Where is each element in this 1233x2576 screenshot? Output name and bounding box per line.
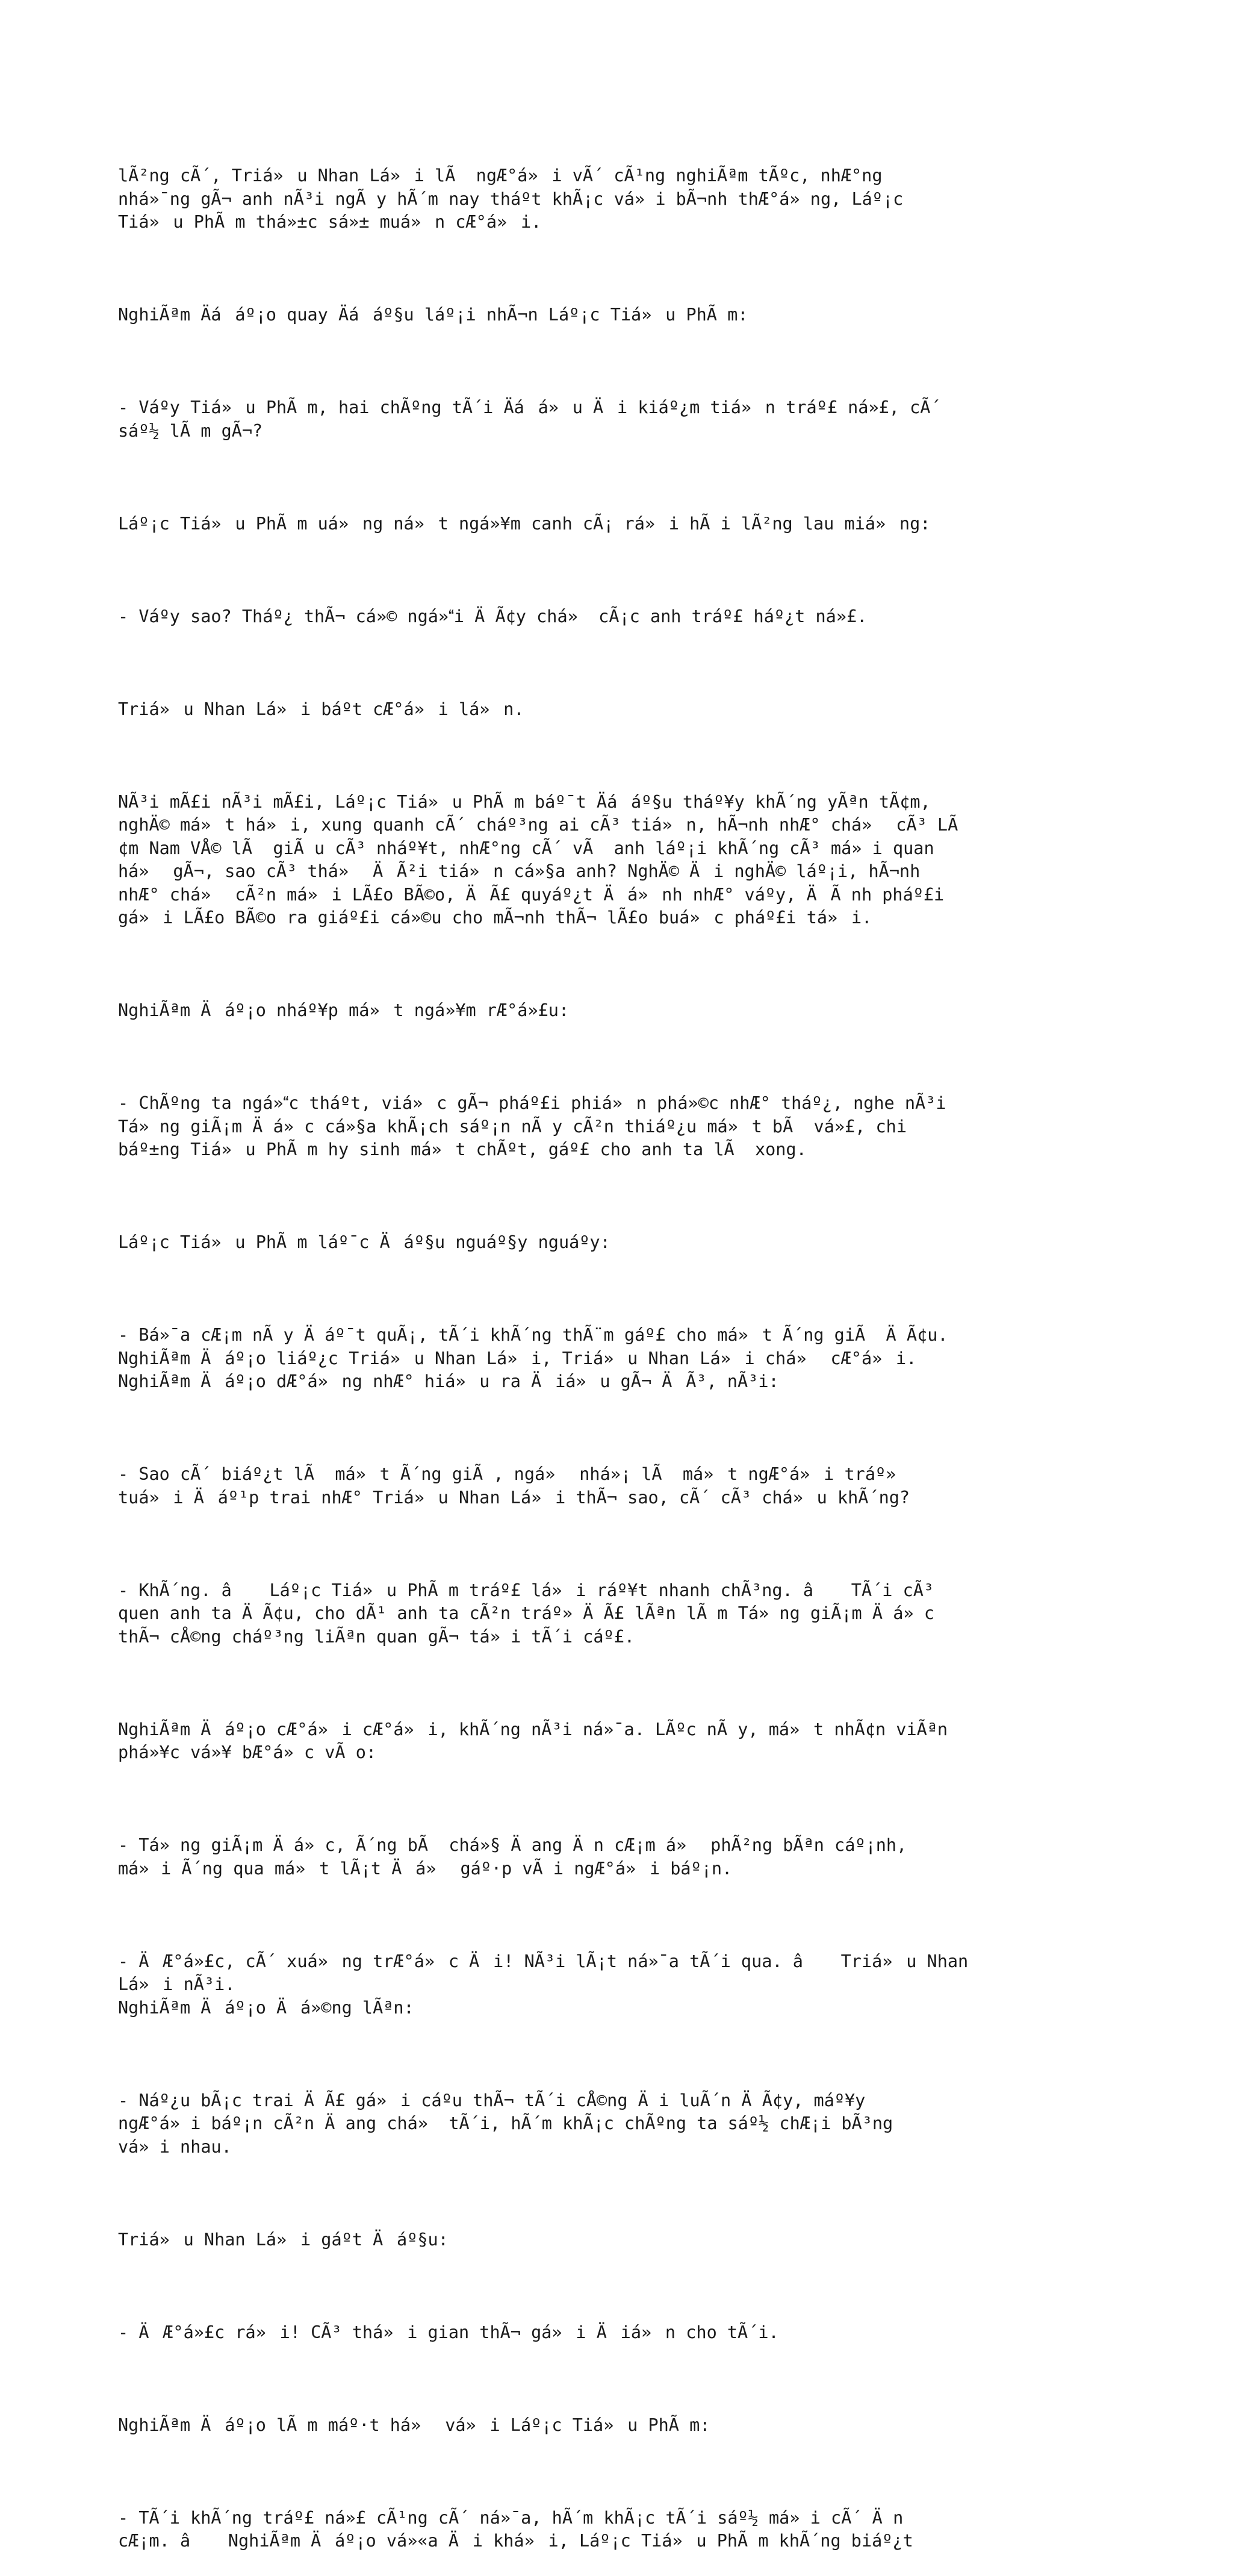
paragraph: - KhÃ´ng. â Láº¡c Tiá»u PhÃ m tráº£ lá»i ráº¥t nhanh chÃ³ng. â TÃ´i cÃ³ quen anh ta ÄÃ¢u, cho dÃ¹ anh ta cÃ²n tráº» ÄÃ£ lÃªn lÃ m Tá»ng giÃ¡m Äá»c thÃ¬ cÅ©ng cháº³ng liÃªn quan gÃ¬ tá»i tÃ´i cáº£.	[118, 1580, 935, 1647]
paragraph: - ChÃºng ta ngá»c tháºt, viá»c gÃ¬ pháº£i phiá»n phá»©c nhÆ° tháº¿, nghe nÃ³i Tá»ng giÃ¡m Äá»c cá»§a khÃ¡ch sáº¡n nÃ y cÃ²n thiáº¿u má»t bÃ vá»£, chi báº±ng Tiá»u PhÃ m hy sinh má»t chÃºt, gáº£ cho anh ta lÃ xong.	[118, 1093, 946, 1159]
paragraph: Triá»u Nhan Lá»i gáºt Äáº§u:	[118, 2229, 449, 2250]
paragraph: - Náº¿u bÃ¡c trai ÄÃ£ gá»i cáºu thÃ¬ tÃ´i cÅ©ng Äi luÃ´n ÄÃ¢y, máº¥y ngÆ°á»i báº¡n cÃ²n Äang chá» tÃ´i, hÃ´m khÃ¡c chÃºng ta sáº½ chÆ¡i bÃ³ng vá»i nhau.	[118, 2090, 893, 2157]
paragraph: Triá»u Nhan Lá»i báºt cÆ°á»i lá»n.	[118, 699, 524, 719]
paragraph: NghiÃªm Äáº¡o cÆ°á»i cÆ°á»i, khÃ´ng nÃ³i ná»¯a. LÃºc nÃ y, má»t nhÃ¢n viÃªn phá»¥c vá»¥ bÆ°á»c vÃ o:	[118, 1719, 948, 1762]
paragraph: NghiÃªm Äáº¡o lÃ m máº·t há» vá»i Láº¡c Tiá»u PhÃ m:	[118, 2415, 710, 2435]
paragraph: - Váºy Tiá»u PhÃ m, hai chÃºng tÃ´i Äáá»u Äi kiáº¿m tiá»n tráº£ ná»£, cÃ´ sáº½ lÃ m gÃ¬?	[118, 398, 941, 441]
paragraph: - ÄÆ°á»£c rá»i! CÃ³ thá»i gian thÃ¬ gá»i Äiá»n cho tÃ´i.	[118, 2322, 779, 2342]
paragraph: NghiÃªm Äááº¡o quay Äááº§u láº¡i nhÃ¬n Láº¡c Tiá»u PhÃ m:	[118, 305, 748, 325]
paragraph: - Tá»ng giÃ¡m Äá»c, Ã´ng bÃ chá»§ Äang Än cÆ¡m á» phÃ²ng bÃªn cáº¡nh, má»i Ã´ng qua má»t lÃ¡t Äá» gáº·p vÃ i ngÆ°á»i báº¡n.	[118, 1835, 907, 1879]
paragraph: NÃ³i mÃ£i nÃ³i mÃ£i, Láº¡c Tiá»u PhÃ m báº¯t Äááº§u tháº¥y khÃ´ng yÃªn tÃ¢m, nghÄ© má»t há»i, xung quanh cÃ´ cháº³ng ai cÃ³ tiá»n, hÃ¬nh nhÆ° chá» cÃ³ LÃ ¢m Nam VÅ© lÃ giÃ u cÃ³ nháº¥t, nhÆ°ng cÃ´ vÃ anh láº¡i khÃ´ng cÃ³ má»i quan há» gÃ¬, sao cÃ³ thá» ÄÃ²i tiá»n cá»§a anh? NghÄ© Äi nghÄ© láº¡i, hÃ¬nh nhÆ° chá» cÃ²n má»i LÃ£o BÃ©o, ÄÃ£ quyáº¿t Äá»nh nhÆ° váºy, ÄÃ nh pháº£i gá»i LÃ£o BÃ©o ra giáº£i cá»©u cho mÃ¬nh thÃ¬ lÃ£o buá»c pháº£i tá»i.	[118, 791, 958, 928]
paragraph: lÃ²ng cÃ´, Triá»u Nhan Lá»i lÃ ngÆ°á»i vÃ´ cÃ¹ng nghiÃªm tÃºc, nhÆ°ng nhá»¯ng gÃ¬ anh nÃ³i ngÃ y hÃ´m nay tháºt khÃ¡c vá»i bÃ¬nh thÆ°á»ng, Láº¡c Tiá»u PhÃ m thá»±c sá»± muá»n cÆ°á»i.	[118, 166, 904, 232]
paragraph: - ÄÆ°á»£c, cÃ´ xuá»ng trÆ°á»c Äi! NÃ³i lÃ¡t ná»¯a tÃ´i qua. â Triá»u Nhan Lá»i nÃ³i. NghiÃªm Äáº¡o Äá»©ng lÃªn:	[118, 1951, 969, 2018]
paragraph: Láº¡c Tiá»u PhÃ m láº¯c Äáº§u nguáº§y nguáºy:	[118, 1232, 610, 1252]
paragraph: - Sao cÃ´ biáº¿t lÃ má»t Ã´ng giÃ , ngá» nhá»¡ lÃ má»t ngÆ°á»i tráº» tuá»i Äáº¹p trai nhÆ° Triá»u Nhan Lá»i thÃ¬ sao, cÃ´ cÃ³ chá»u khÃ´ng?	[118, 1464, 910, 1508]
document-page	[118, 118, 1129, 2576]
paragraph: Láº¡c Tiá»u PhÃ m uá»ng ná»t ngá»¥m canh cÃ¡ rá»i hÃ i lÃ²ng lau miá»ng:	[118, 513, 931, 534]
paragraph: - Váºy sao? Tháº¿ thÃ¬ cá»© ngá»i ÄÃ¢y chá» cÃ¡c anh tráº£ háº¿t ná»£.	[118, 606, 868, 626]
paragraph: - TÃ´i khÃ´ng tráº£ ná»£ cÃ¹ng cÃ´ ná»¯a, hÃ´m khÃ¡c tÃ´i sáº½ má»i cÃ´ Än cÆ¡m. â NghiÃªm Äáº¡o vá»«a Äi khá»i, Láº¡c Tiá»u PhÃ m khÃ´ng biáº¿t	[118, 2507, 913, 2551]
paragraph: NghiÃªm Äáº¡o nháº¥p má»t ngá»¥m rÆ°á»£u:	[118, 1000, 570, 1020]
paragraph: - Bá»¯a cÆ¡m nÃ y Äáº¯t quÃ¡, tÃ´i khÃ´ng thÃ¨m gáº£ cho má»t Ã´ng giÃ ÄÃ¢u. NghiÃªm Äáº¡o liáº¿c Triá»u Nhan Lá»i, Triá»u Nhan Lá»i chá» cÆ°á»i. NghiÃªm Äáº¡o dÆ°á»ng nhÆ° hiá»u ra Äiá»u gÃ¬ ÄÃ³, nÃ³i:	[118, 1325, 948, 1391]
